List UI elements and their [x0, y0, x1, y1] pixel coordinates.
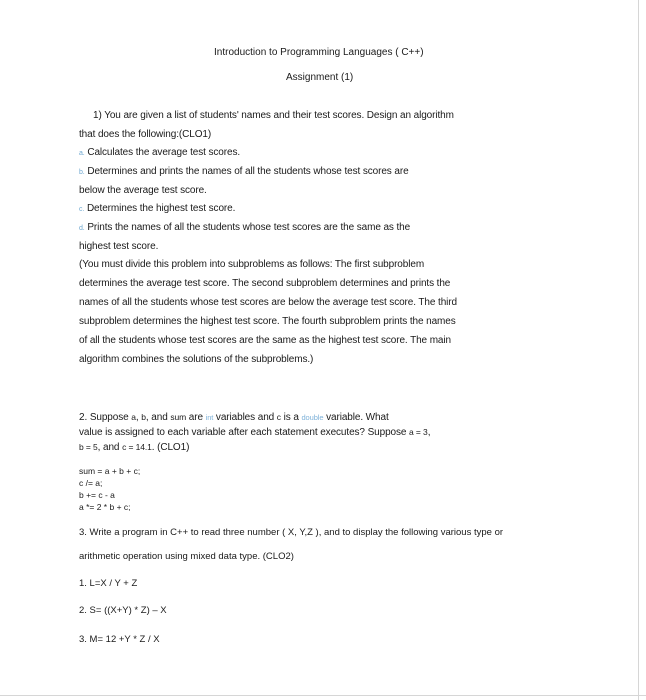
q1-note-line: determines the average test score. The second subproblem determines and prints the — [79, 278, 451, 289]
q2-text: , and — [145, 412, 171, 423]
q2-var: sum — [170, 412, 187, 422]
list-marker-b: b. — [79, 169, 85, 176]
q1-intro-cont: that does the following:(CLO1) — [79, 129, 212, 140]
list-marker-d: d. — [79, 225, 85, 232]
q1-note-line: algorithm combines the solutions of the subproblems.) — [79, 354, 314, 365]
q1-note-line: (You must divide this problem into subproblems as follows: The first subproblem — [79, 259, 425, 270]
q3-line-2: arithmetic operation using mixed data type. (CLO2) — [79, 551, 294, 562]
q2-text: value is assigned to each variable after each statement executes? Suppose — [79, 427, 410, 438]
q1-note-line: of all the students whose test scores are the same as the highest test score. The main — [79, 335, 451, 346]
q1-note-line: subproblem determines the highest test score. The fourth subproblem prints the names — [79, 316, 456, 327]
q3-formula-2: 2. S= ((X+Y) * Z) – X — [79, 605, 167, 616]
q2-var: c — [276, 412, 281, 422]
q2-text: , and — [97, 442, 123, 453]
q2-line-1 — [79, 412, 389, 423]
q3-formula-1: 1. L=X / Y + Z — [79, 578, 138, 589]
document-title: Introduction to Programming Languages ( C++) — [214, 47, 424, 58]
q1-item-a — [79, 147, 240, 158]
list-marker-a: a. — [79, 150, 85, 157]
q1-note-line: names of all the students whose test scores are below the average test score. The third — [79, 297, 457, 308]
q1-item-d-text: Prints the names of all the students whose test scores are the same as the — [87, 222, 411, 233]
q1-item-b — [79, 166, 409, 177]
q2-keyword: double — [301, 413, 324, 422]
q2-text: is a — [280, 412, 302, 423]
q2-text: , — [135, 412, 142, 423]
q1-intro: 1) You are given a list of students' names and their test scores. Design an algorithm — [93, 110, 454, 121]
q2-text: variable. What — [323, 412, 389, 423]
q2-text: 2. Suppose — [79, 412, 132, 423]
code-line: c /= a; — [79, 478, 103, 488]
document-subtitle: Assignment (1) — [286, 72, 354, 83]
q1-item-c — [79, 203, 235, 214]
q1-item-a-text: Calculates the average test scores. — [87, 147, 241, 158]
q1-item-c-text: Determines the highest test score. — [86, 203, 236, 214]
q2-var: a = 3 — [409, 427, 428, 437]
q2-var: b = 5 — [79, 442, 98, 452]
q2-var: b — [141, 412, 146, 422]
code-line: b += c - a — [79, 490, 115, 500]
q2-keyword: int — [205, 413, 214, 422]
q2-text: , — [427, 427, 431, 438]
code-line: sum = a + b + c; — [79, 466, 141, 476]
page-edge-right — [638, 0, 639, 700]
list-marker-c: c. — [79, 206, 85, 213]
q2-text: are — [186, 412, 206, 423]
q1-item-b-text: Determines and prints the names of all the students whose test scores are — [87, 166, 409, 177]
q2-var: c = 14.1 — [122, 442, 152, 452]
q3-line-1: 3. Write a program in C++ to read three number ( X, Y,Z ), and to display the following various type or — [79, 527, 504, 538]
q1-item-d-cont: highest test score. — [79, 241, 159, 252]
q3-formula-3: 3. M= 12 +Y * Z / X — [79, 634, 160, 645]
q2-text: variables and — [213, 412, 277, 423]
page-edge-bottom — [0, 695, 646, 696]
q2-text: . (CLO1) — [151, 442, 190, 453]
q1-item-b-cont: below the average test score. — [79, 185, 207, 196]
q1-item-d — [79, 222, 410, 233]
q2-var: a — [131, 412, 136, 422]
q2-line-2 — [79, 427, 430, 438]
code-line: a *= 2 * b + c; — [79, 502, 131, 512]
q2-line-3 — [79, 442, 189, 453]
